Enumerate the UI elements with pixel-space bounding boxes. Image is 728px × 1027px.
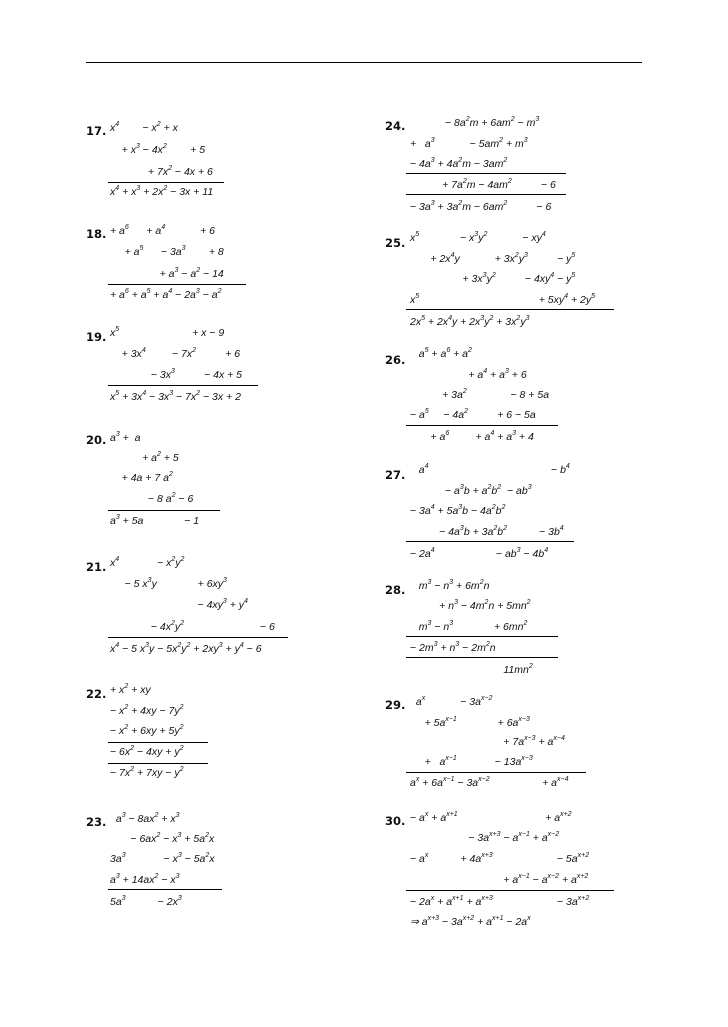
expression-line: − $a^x + a^{x+1}$ + $a^{x+2}$ (410, 811, 572, 824)
problem-number: 30. (385, 814, 406, 828)
sum-rule (108, 763, 208, 764)
expression-line: − $6ax^2 - x^3 + 5a^2x$ (110, 832, 215, 845)
expression-line: + $7a^2m - 4am^2$ − 6 (410, 178, 556, 191)
expression-line: + $a^6$ + $a^4$ + 6 (110, 224, 216, 237)
expression-line: + $7x^2 - 4x + 6$ (110, 165, 213, 178)
expression-line: $a^3 + 14ax^2 - x^3$ (110, 873, 180, 886)
expression-line: + $n^3 - 4m^2n + 5mn^2$ (410, 599, 531, 612)
sum-rule (406, 173, 566, 174)
expression-line: − $3a^4 + 5a^3b - 4a^2b^2$ (410, 504, 506, 517)
expression-line: + $a^{x-1} - a^{x-2} + a^{x+2}$ (410, 873, 589, 886)
problem-number: 24. (385, 119, 406, 133)
sum-rule (108, 637, 288, 638)
sum-rule (108, 284, 246, 285)
expression-line: $m^3 - n^3 + 6m^2n$ (410, 579, 490, 592)
expression-line: + $a^{x-1}$ − $13a^{x-3}$ (410, 755, 533, 768)
expression-line: + $5a^{x-1}$ + $6a^{x-3}$ (410, 716, 530, 729)
sum-rule (108, 742, 208, 743)
expression-line: + $7a^{x-3} + a^{x-4}$ (410, 735, 565, 748)
expression-line: − $3a^{x+3} - a^{x-1} + a^{x-2}$ (410, 831, 560, 844)
result-line: $5a^3$ − $2x^3$ (110, 895, 182, 908)
expression-line: + $3x^4$ − $7x^2$ + 6 (110, 347, 241, 360)
expression-line: + $a^5$ − $3a^3$ + 8 (110, 245, 224, 258)
expression-line: + $2x^4y$ + $3x^2y^3$ − $y^5$ (410, 252, 576, 265)
result-line: $11mn^2$ (410, 663, 533, 676)
expression-line: + $3x^3y^2$ − $4xy^4 - y^5$ (410, 272, 576, 285)
expression-line: $a^x$ − $3a^{x-2}$ (410, 695, 493, 708)
expression-line: $x^5$ − $x^3y^2$ − $xy^4$ (410, 231, 546, 244)
expression-line: $m^3 - n^3$ + $6mn^2$ (410, 620, 528, 633)
problem-number: 23. (86, 815, 107, 829)
answer-line: ⇒ $a^{x+3} - 3a^{x+2} + a^{x+1} - 2a^x$ (410, 915, 531, 928)
result-line: $2x^5 + 2x^4y + 2x^3y^2 + 3x^2y^3$ (410, 315, 530, 328)
problem-number: 21. (86, 560, 107, 574)
sum-rule (108, 510, 220, 511)
expression-line: − $4xy^3 + y^4$ (110, 598, 248, 611)
problem-number: 18. (86, 227, 107, 241)
sum-rule (406, 890, 614, 891)
expression-line: $a^3 + a$ (110, 431, 141, 444)
sum-rule (406, 636, 558, 637)
result-line: − $2a^x + a^{x+1} + a^{x+3}$ − $3a^{x+2}$ (410, 895, 590, 908)
problem-number: 19. (86, 330, 107, 344)
expression-line: − $6x^2 - 4xy + y^2$ (110, 745, 184, 758)
expression-line: − $4a^3 + 4a^2m - 3am^2$ (410, 157, 508, 170)
sum-rule (108, 889, 222, 890)
expression-line: − $8a^2m + 6am^2 - m^3$ (410, 116, 540, 129)
expression-line: + 4a + 7 $a^2$ (110, 471, 173, 484)
expression-line: + $a^3$ − $5am^2 + m^3$ (410, 137, 528, 150)
result-line: − $2a^4$ − $ab^3 - 4b^4$ (410, 547, 549, 560)
sum-rule (406, 657, 558, 658)
result-line: $x^4 + x^3 + 2x^2 - 3x + 11$ (110, 185, 214, 198)
problem-number: 29. (385, 698, 406, 712)
expression-line: $a^5 + a^6 + a^2$ (410, 347, 472, 360)
expression-line: − 8 $a^2 - 6$ (110, 492, 194, 505)
expression-line: − $4x^2y^2$ − 6 (110, 620, 275, 633)
expression-line: − $4a^3b + 3a^2b^2$ − $3b^4$ (410, 525, 564, 538)
result-line: + $a^6$ + $a^4 + a^3 + 4$ (410, 430, 534, 443)
problem-number: 20. (86, 433, 107, 447)
expression-line: − $a^x$ + $4a^{x+3}$ − $5a^{x+2}$ (410, 852, 590, 865)
expression-line: − $3x^3$ − 4x + 5 (110, 368, 243, 381)
result-line: $x^4 - 5$ $x^3y - 5x^2y^2 + 2xy^3 + y^4 - 6$ (110, 642, 262, 655)
expression-line: − 5 $x^3y$ + $6xy^3$ (110, 577, 227, 590)
result-line: − $3a^3 + 3a^2m - 6am^2$ − 6 (410, 200, 552, 213)
expression-line: $x^4$ − $x^2 + x$ (110, 121, 178, 134)
expression-line: + $x^2$ + xy (110, 683, 151, 696)
expression-line: − $a^3b + a^2b^2 - ab^3$ (410, 484, 532, 497)
problem-number: 26. (385, 353, 406, 367)
problem-number: 28. (385, 583, 406, 597)
sum-rule (108, 182, 224, 183)
sum-rule (406, 194, 566, 195)
sum-rule (108, 385, 258, 386)
sum-rule (406, 541, 574, 542)
page-header-rule (86, 62, 642, 63)
problem-number: 27. (385, 468, 406, 482)
sum-rule (406, 425, 558, 426)
expression-line: $x^4$ − $x^2y^2$ (110, 556, 185, 569)
expression-line: $a^4$ − $b^4$ (410, 463, 570, 476)
result-line: − $7x^2 + 7xy - y^2$ (110, 766, 184, 779)
expression-line: + $x^3 - 4x^2$ + 5 (110, 143, 206, 156)
expression-line: + $a^2 + 5$ (110, 451, 179, 464)
expression-line: − $x^2 + 4xy - 7y^2$ (110, 704, 184, 717)
expression-line: + $a^3 - a^2 - 14$ (110, 267, 224, 280)
result-line: $a^3 + 5a$ − 1 (110, 514, 200, 527)
expression-line: $3a^3$ − $x^3 - 5a^2x$ (110, 852, 215, 865)
problem-number: 17. (86, 124, 107, 138)
expression-line: + $3a^2$ − 8 + 5a (410, 388, 550, 401)
problem-number: 22. (86, 687, 107, 701)
expression-line: − $a^5$ − $4a^2$ + 6 − 5a (410, 408, 536, 421)
sum-rule (406, 309, 614, 310)
result-line: $x^5 + 3x^4 - 3x^3 - 7x^2 - 3x + 2$ (110, 390, 241, 403)
expression-line: − $2m^3 + n^3 - 2m^2n$ (410, 641, 496, 654)
sum-rule (406, 772, 586, 773)
problem-number: 25. (385, 236, 406, 250)
expression-line: − $x^2 + 6xy + 5y^2$ (110, 724, 184, 737)
result-line: + $a^6 + a^5 + a^4 - 2a^3 - a^2$ (110, 288, 222, 301)
expression-line: $a^3 - 8ax^2 + x^3$ (110, 812, 180, 825)
expression-line: $x^5$ + $5xy^4 + 2y^5$ (410, 293, 596, 306)
result-line: $a^x + 6a^{x-1} - 3a^{x-2}$ + $a^{x-4}$ (410, 776, 569, 789)
expression-line: + $a^4 + a^3 + 6$ (410, 368, 527, 381)
expression-line: $x^5$ + x − 9 (110, 326, 225, 339)
